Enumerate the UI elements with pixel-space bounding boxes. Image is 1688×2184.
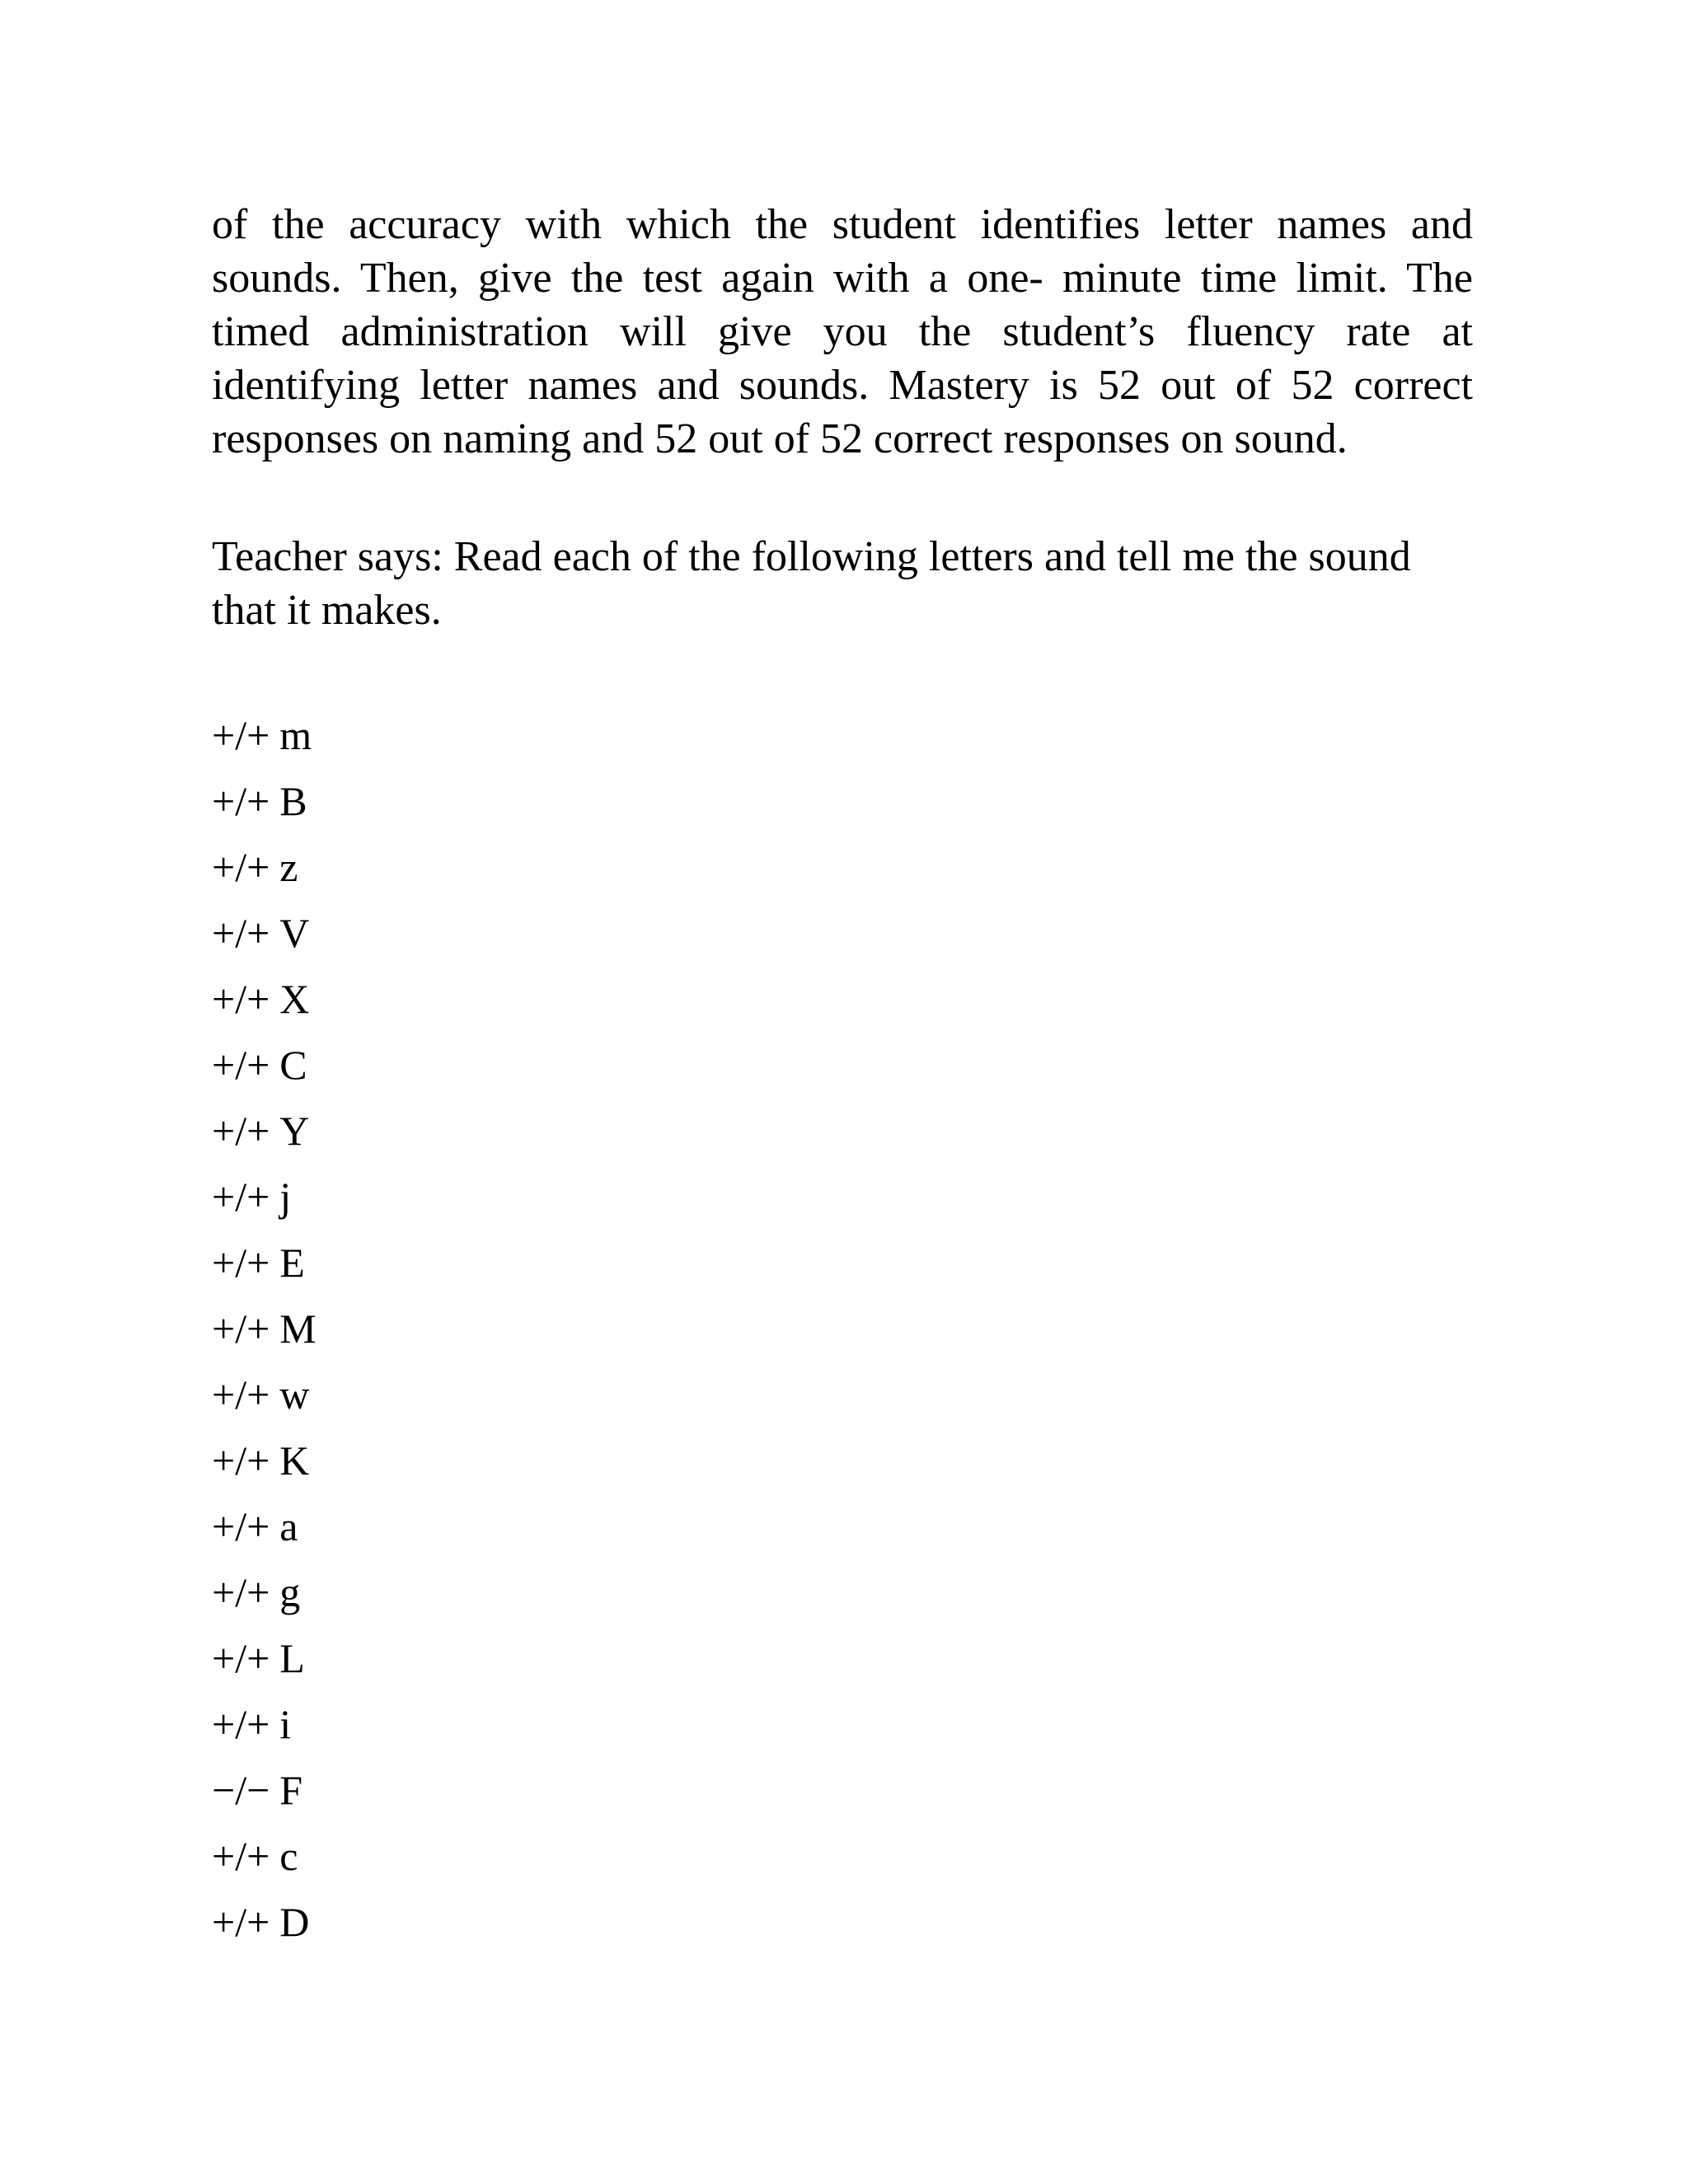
response-mark: +/+: [212, 1174, 270, 1220]
list-item: [212, 1098, 316, 1164]
list-item: [212, 1361, 316, 1427]
list-item: [212, 1230, 316, 1296]
letter: X: [279, 976, 310, 1022]
list-item: [212, 1757, 316, 1823]
letter: K: [279, 1437, 310, 1483]
letter: M: [279, 1305, 316, 1352]
list-item: [212, 1691, 316, 1757]
list-item: [212, 1493, 316, 1559]
letter: Y: [279, 1108, 310, 1154]
letter: V: [279, 910, 310, 956]
letter: z: [279, 844, 298, 890]
letter: m: [279, 712, 312, 758]
response-mark: +/+: [212, 1371, 270, 1418]
response-mark: +/+: [212, 1569, 270, 1615]
response-mark: −/−: [212, 1767, 270, 1813]
response-mark: +/+: [212, 1899, 270, 1945]
response-mark: +/+: [212, 1635, 270, 1681]
list-item: [212, 1625, 316, 1691]
list-item: [212, 1823, 316, 1889]
letter: a: [279, 1503, 298, 1549]
list-item: [212, 900, 316, 966]
letter: B: [279, 778, 307, 824]
letter: i: [279, 1701, 292, 1747]
text-block: [212, 198, 1473, 637]
letter: j: [279, 1174, 292, 1220]
letter: C: [279, 1042, 307, 1088]
list-item: [212, 1296, 316, 1361]
list-item: [212, 1164, 316, 1230]
letter: L: [279, 1635, 305, 1681]
letter: F: [279, 1767, 303, 1813]
list-item: [212, 768, 316, 834]
response-mark: +/+: [212, 1437, 270, 1483]
list-item: [212, 966, 316, 1032]
letter: D: [279, 1899, 310, 1945]
letter: c: [279, 1833, 298, 1879]
list-item: [212, 1889, 316, 1955]
letter: g: [279, 1569, 301, 1615]
response-mark: +/+: [212, 1305, 270, 1352]
response-mark: +/+: [212, 1042, 270, 1088]
list-item: [212, 834, 316, 900]
intro-paragraph: of the accuracy with which the student identifies letter names and sounds. Then, give the test again with a one- minute time limit. The timed administration will give you the student’s fluency rate at identifying letter names and sounds. Mastery is 52 out of 52 correct responses on naming and 52 out of 52 correct responses on sound.: [212, 201, 1473, 462]
letter-response-list: [212, 702, 316, 1955]
teacher-instruction: Teacher says: Read each of the following letters and tell me the sound that it makes.: [212, 533, 1411, 634]
response-mark: +/+: [212, 910, 270, 956]
list-item: [212, 1032, 316, 1098]
letter: E: [279, 1240, 305, 1286]
response-mark: +/+: [212, 1240, 270, 1286]
letter: w: [279, 1371, 310, 1418]
response-mark: +/+: [212, 1833, 270, 1879]
list-item: [212, 1427, 316, 1493]
response-mark: +/+: [212, 778, 270, 824]
response-mark: +/+: [212, 1503, 270, 1549]
response-mark: +/+: [212, 1701, 270, 1747]
list-item: [212, 1559, 316, 1625]
response-mark: +/+: [212, 1108, 270, 1154]
response-mark: +/+: [212, 712, 270, 758]
list-item: [212, 702, 316, 768]
response-mark: +/+: [212, 844, 270, 890]
response-mark: +/+: [212, 976, 270, 1022]
